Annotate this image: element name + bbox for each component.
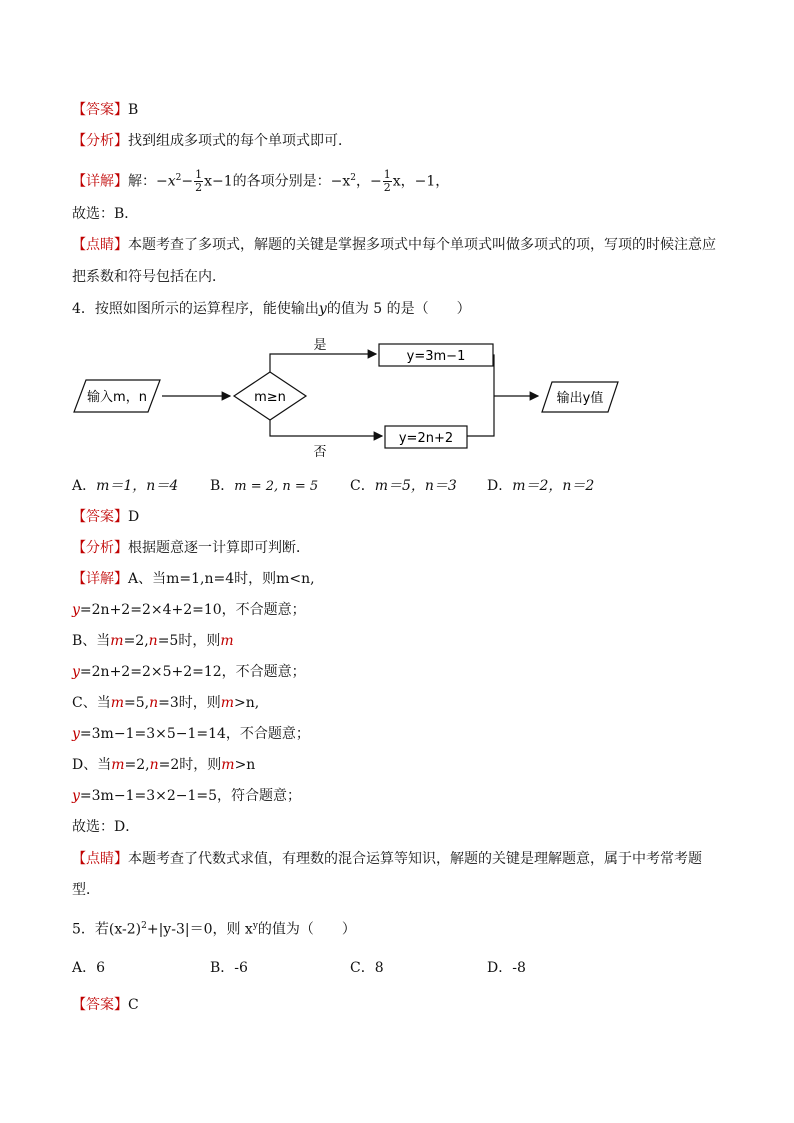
no-box-label: y=2n+2 [398,431,454,446]
detail-label: 【详解】 [72,173,128,190]
q3-comment: 【点睛】本题考查了多项式，解题的关键是掌握多项式中每个单项式叫做多项式的项，写项的时候注意应 [72,237,716,253]
q4-option-c[interactable]: C．m＝5，n＝3 [350,478,457,494]
q4-detail-line: y=2n+2=2×5+2=12，不合题意； [72,664,306,680]
merge-line [467,355,494,436]
fraction-half: $\frac{1}{2}$ [195,168,203,195]
arrow-no [270,420,382,436]
q3-analysis [72,130,724,152]
analysis-label: 【分析】 [72,133,128,149]
q4-stem: 4．按照如图所示的运算程序，能使输出y的值为 5 的是（ ） [72,301,471,317]
input-label: 输入m，n [87,390,147,405]
analysis-text: 找到组成多项式的每个单项式即可． [128,133,352,149]
yes-label: 是 [313,338,327,353]
q4-comment: 【点睛】本题考查了代数式求值，有理数的混合运算等知识，解题的关键是理解题意，属于中考常考题 [72,851,702,867]
q5-answer: 【答案】C [72,997,139,1013]
q4-option-d[interactable]: D．m＝2，n＝2 [487,478,595,494]
q5-option-d[interactable]: D．-8 [487,960,526,976]
q4-detail: 【详解】A、当m=1,n=4时，则m<n, [72,571,315,587]
condition-label: m≥n [254,390,286,405]
q4-option-b[interactable]: B．m = 2, n = 5 [210,478,319,494]
q4-answer: 【答案】D [72,509,140,525]
q3-choose: 故选：B． [72,206,139,222]
q5-option-a[interactable]: A．6 [72,960,106,976]
q3-comment-cont: 把系数和符号包括在内． [72,269,226,285]
q4-detail-line: C、当m=5,n=3时，则m>n, [72,695,260,711]
no-label: 否 [313,445,327,460]
q5-option-b[interactable]: B．-6 [210,960,248,976]
answer-label: 【答案】 [72,102,128,118]
q4-detail-line: B、当m=2,n=5时，则m [72,633,234,649]
q4-detail-line: y=3m−1=3×5−1=14，不合题意； [72,726,310,742]
yes-box-label: y=3m−1 [406,349,466,364]
output-label: 输出y值 [556,391,604,406]
q4-detail-line: D、当m=2,n=2时，则m>n [72,757,256,773]
q3-answer [72,99,724,121]
q4-detail-line: y=3m−1=3×2−1=5，符合题意； [72,788,302,804]
q4-detail-line: y=2n+2=2×4+2=10，不合题意； [72,602,306,618]
q5-option-c[interactable]: C．8 [350,960,384,976]
arrow-yes [270,354,376,372]
comment-label: 【点睛】 [72,237,128,253]
q4-option-a[interactable]: A．m＝1，n＝4 [72,478,179,494]
q4-analysis: 【分析】根据题意逐一计算即可判断． [72,540,310,556]
q4-comment-cont: 型． [72,882,100,898]
q4-choose: 故选：D． [72,819,140,835]
q3-detail: 【详解】解：$-x^2-$ $\frac{1}{2}$ x−1的各项分别是：$-x^2$，− $\frac{1}{2}$ x，−1， [72,168,450,195]
q5-stem: 5．若$(x-2)^2+|y-3|=0$，则 $x^y$的值为（ ） [72,921,356,938]
flowchart [70,332,650,462]
answer-value: B [128,102,139,118]
fraction-half-2: $\frac{1}{2}$ [383,168,391,195]
